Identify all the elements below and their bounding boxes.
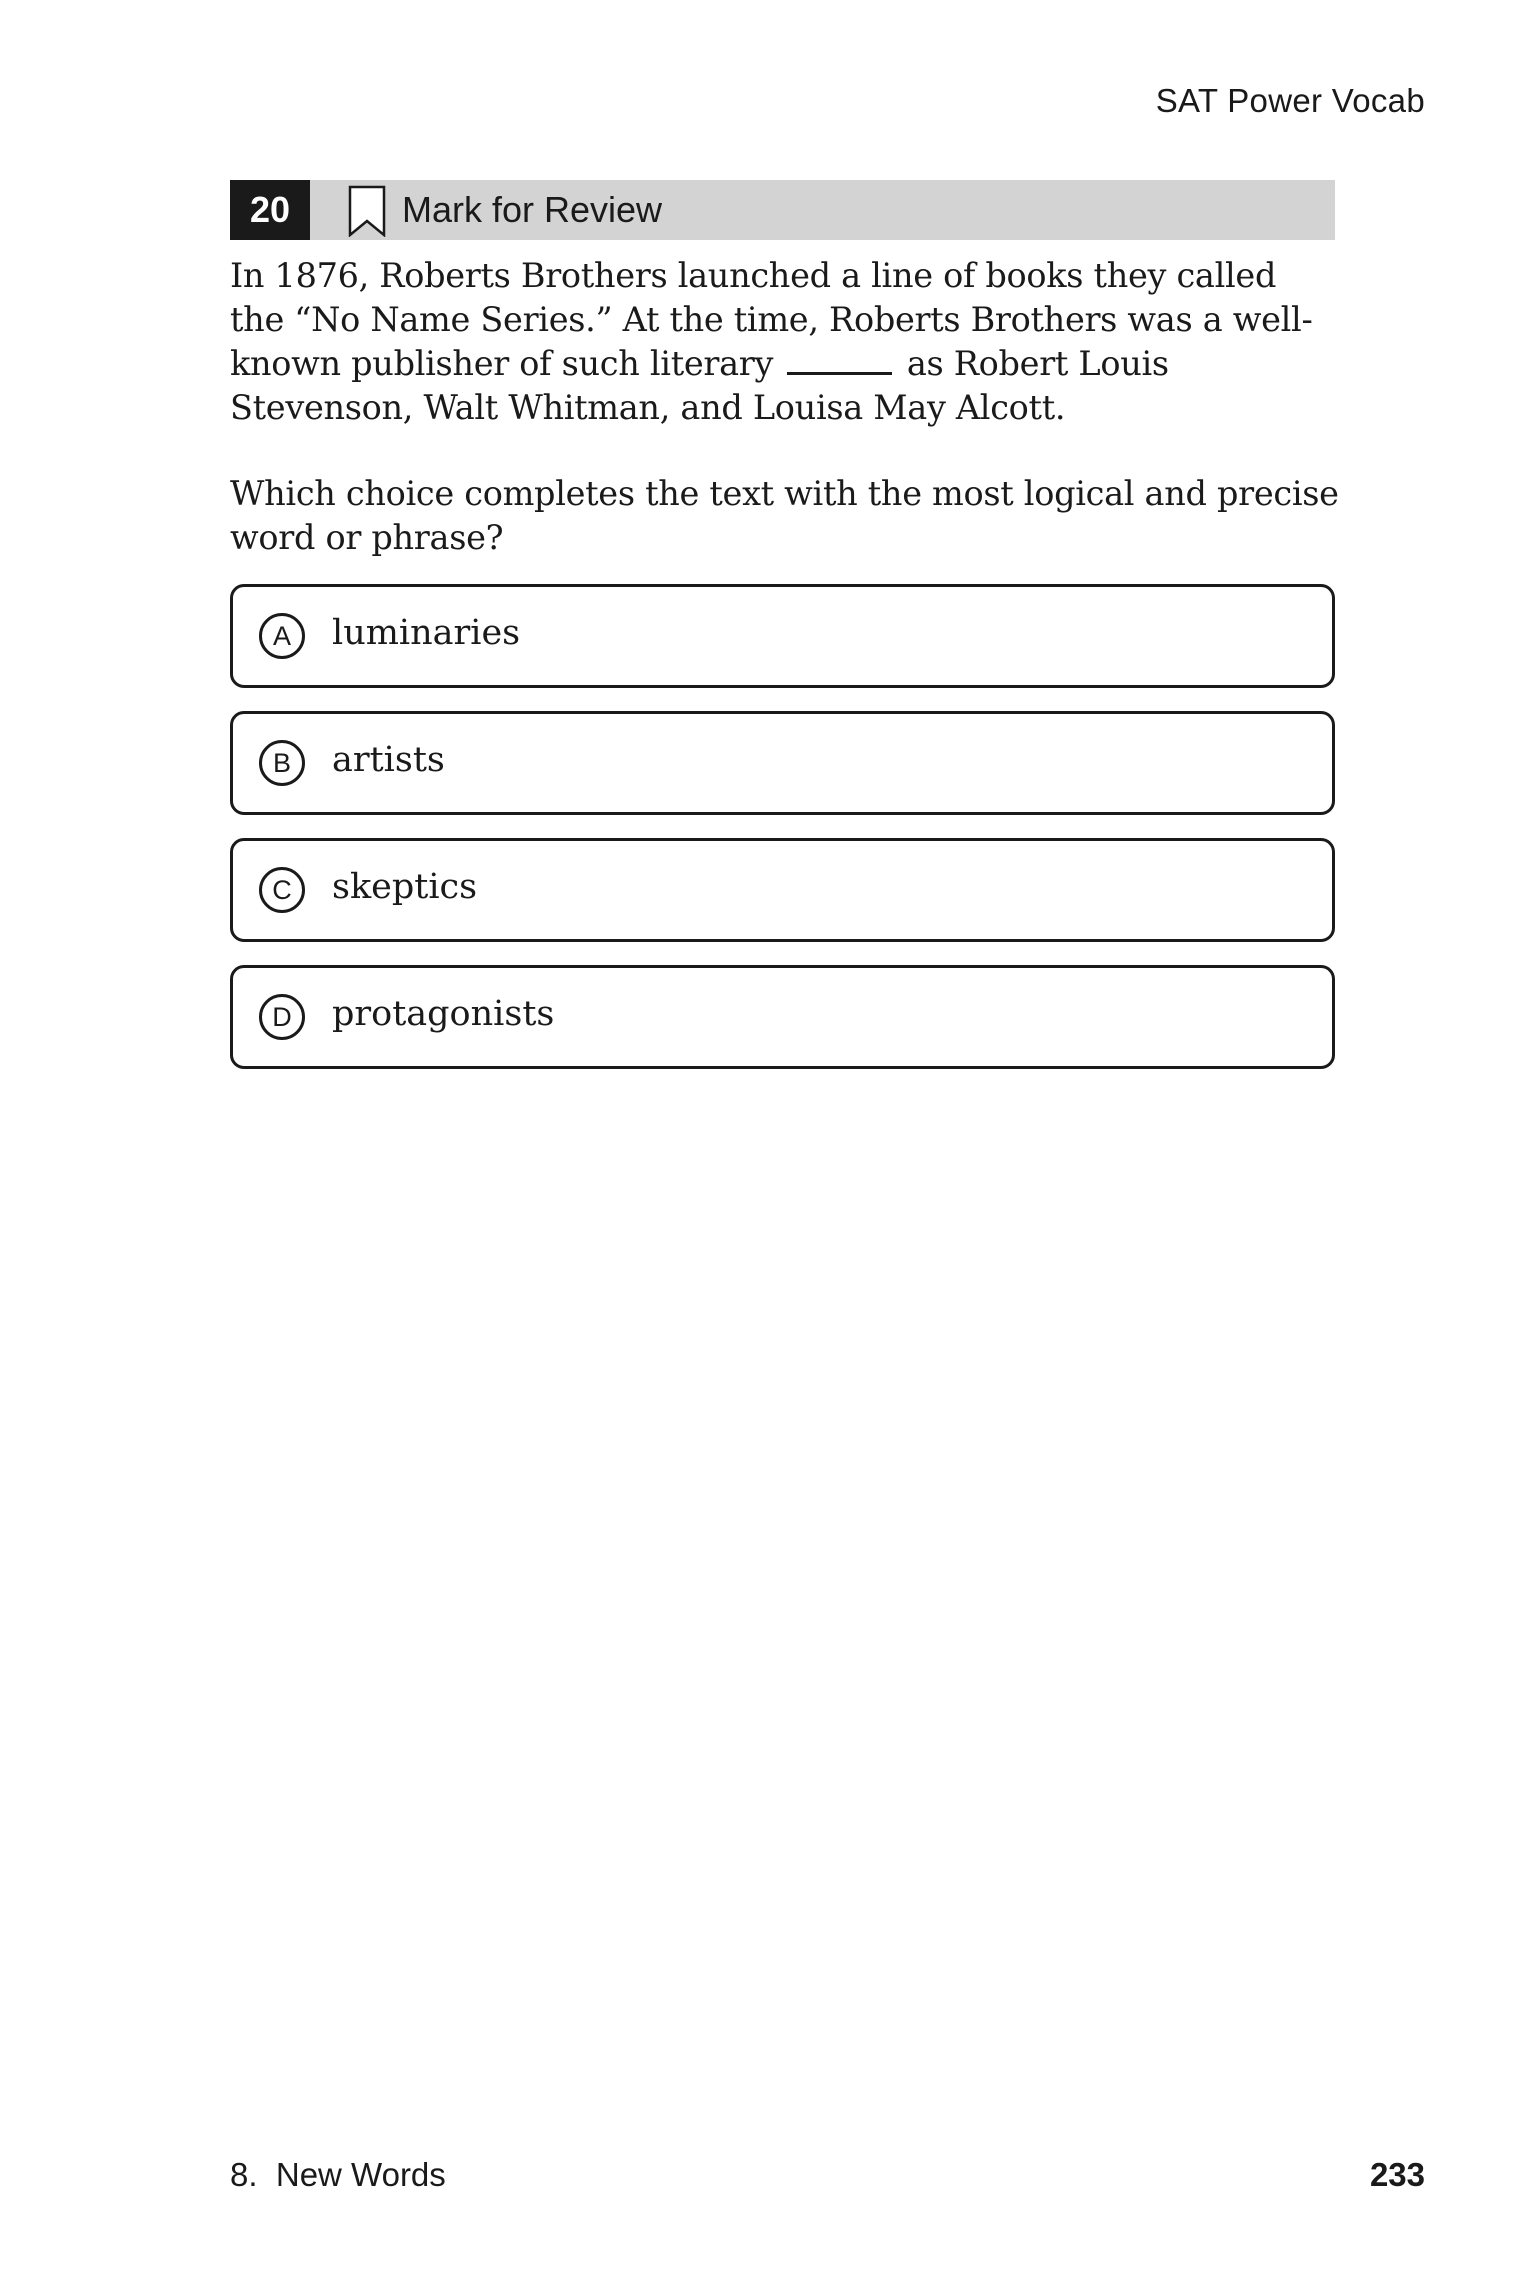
option-letter-b: B — [259, 740, 305, 786]
answer-option-a[interactable] — [230, 584, 1335, 688]
option-text: artists — [332, 740, 445, 780]
option-text: protagonists — [332, 994, 555, 1034]
mark-for-review-label[interactable]: Mark for Review — [402, 189, 663, 230]
page-number: 233 — [1369, 2156, 1425, 2193]
answer-option-d[interactable] — [230, 965, 1335, 1069]
passage — [230, 254, 1340, 430]
question-header-bar — [230, 180, 1335, 240]
bookmark-icon[interactable] — [348, 185, 388, 237]
running-title: SAT Power Vocab — [1155, 82, 1425, 119]
answer-option-c[interactable] — [230, 838, 1335, 942]
passage-text-after-blank: as Robert Louis Stevenson, Walt Whitman, and Louisa May Alcott. — [230, 344, 1169, 427]
option-text: skeptics — [332, 867, 478, 907]
option-letter-d: D — [259, 994, 305, 1040]
passage-text-before-blank: In 1876, Roberts Brothers launched a line of books they called the “No Name Series.” At the time, Roberts Brothers was a well-known publisher of such literary — [230, 256, 1313, 383]
option-letter-c: C — [259, 867, 305, 913]
option-letter-a: A — [259, 613, 305, 659]
option-text: luminaries — [332, 613, 521, 653]
question-prompt: Which choice completes the text with the most logical and precise word or phrase? — [230, 474, 1339, 557]
answer-option-b[interactable] — [230, 711, 1335, 815]
chapter-footer: 8. New Words — [230, 2156, 446, 2193]
answer-blank — [787, 342, 892, 375]
question-number: 20 — [230, 180, 310, 240]
